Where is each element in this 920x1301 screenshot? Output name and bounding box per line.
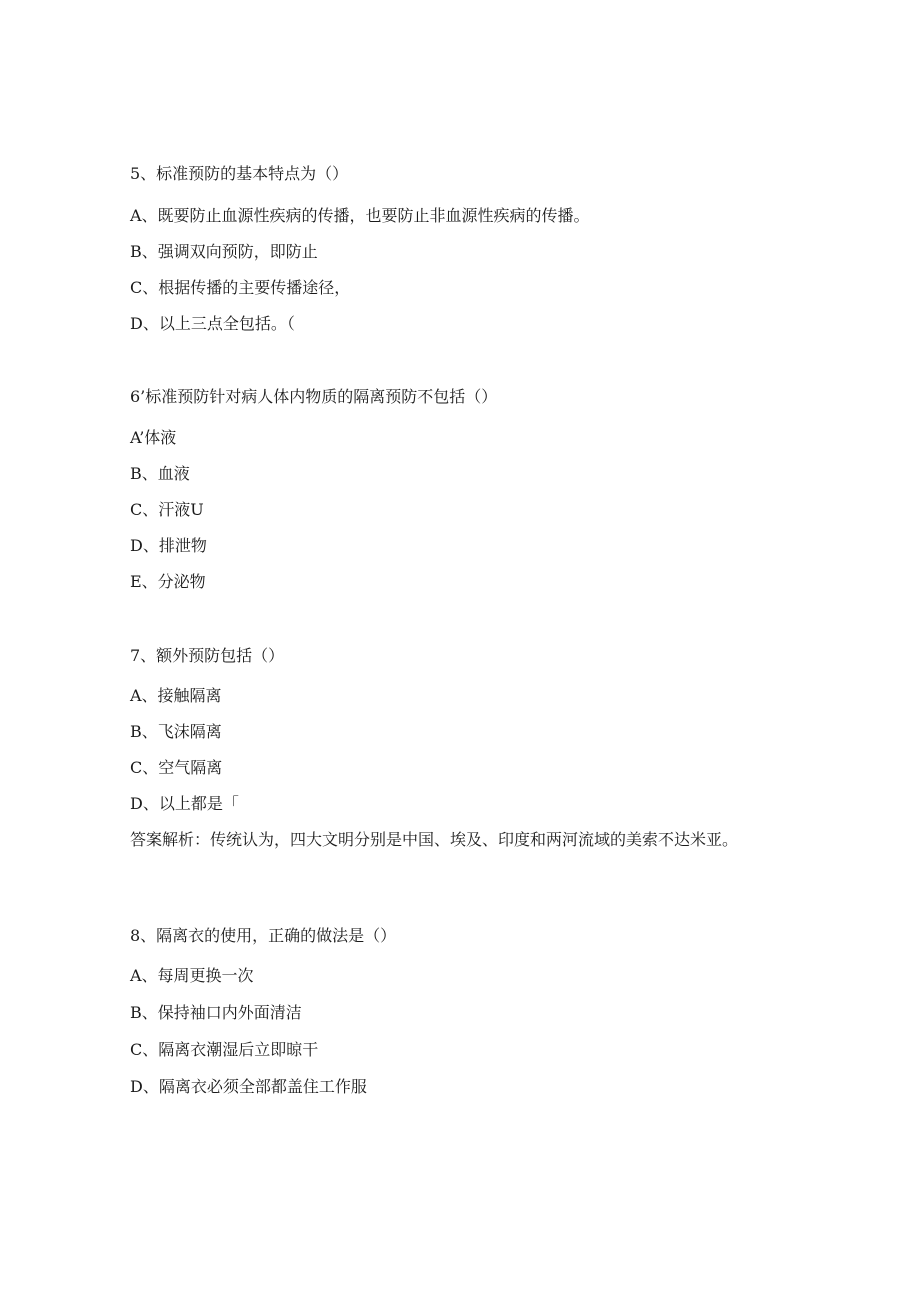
question-7-option-a: A、接触隔离	[130, 686, 222, 705]
question-8-option-b: B、保持袖口内外面清洁	[130, 1003, 302, 1022]
question-6-option-b: B、血液	[130, 464, 190, 483]
question-6-option-e: E、分泌物	[130, 572, 206, 591]
question-5-stem: 5、标准预防的基本特点为（）	[130, 164, 349, 183]
question-6-option-a: A’体液	[130, 428, 177, 447]
question-6-option-d: D、排泄物	[130, 536, 207, 555]
question-5-option-a: A、既要防止血源性疾病的传播，也要防止非血源性疾病的传播。	[130, 206, 590, 225]
question-8-stem: 8、隔离衣的使用，正确的做法是（）	[130, 926, 397, 945]
question-7-stem: 7、额外预防包括（）	[130, 646, 285, 665]
question-8-option-a: A、每周更换一次	[130, 966, 254, 985]
question-5-option-c: C、根据传播的主要传播途径，	[130, 278, 351, 297]
question-8-option-d: D、隔离衣必须全部都盖住工作服	[130, 1077, 367, 1096]
question-5-option-b: B、强调双向预防，即防止	[130, 242, 318, 261]
question-7-analysis: 答案解析：传统认为，四大文明分别是中国、埃及、印度和两河流域的美索不达米亚。	[130, 830, 739, 849]
question-8-option-c: C、隔离衣潮湿后立即晾干	[130, 1040, 319, 1059]
question-6-stem: 6’标准预防针对病人体内物质的隔离预防不包括（）	[130, 387, 498, 406]
question-5-option-d: D、以上三点全包括。（	[130, 314, 295, 333]
question-7-option-c: C、空气隔离	[130, 758, 223, 777]
question-7-option-b: B、飞沫隔离	[130, 722, 222, 741]
question-6-option-c: C、汗液U	[130, 500, 204, 519]
question-7-option-d: D、以上都是「	[130, 794, 239, 813]
